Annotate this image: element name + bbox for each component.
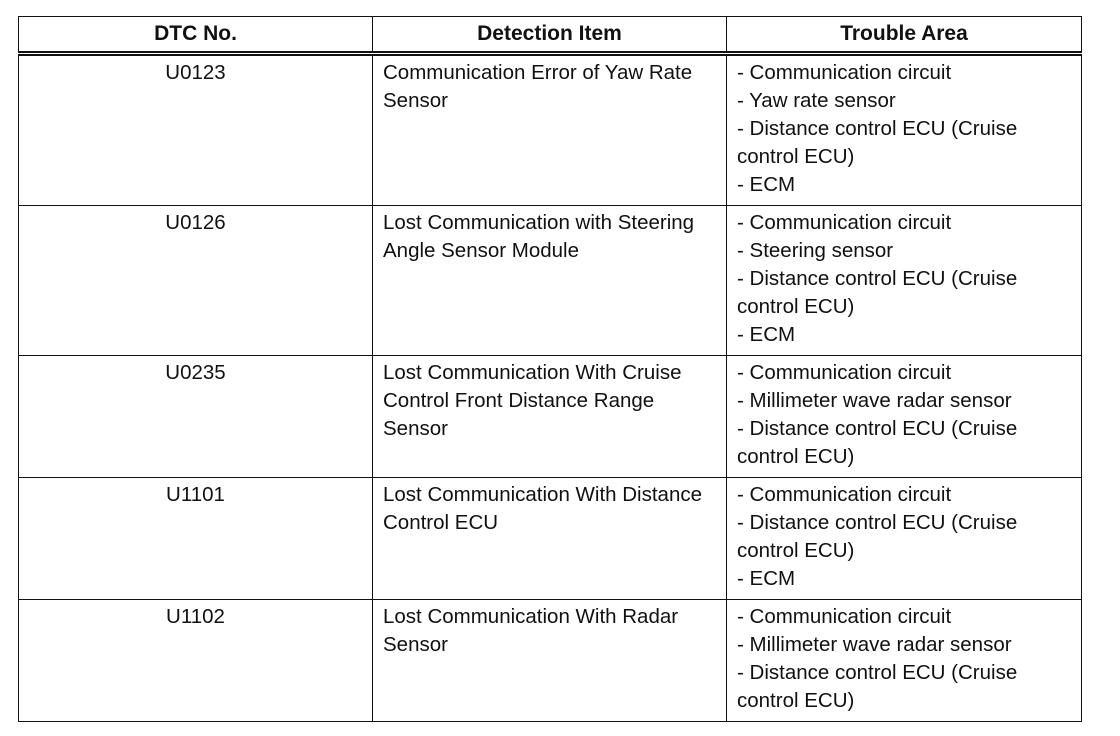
trouble-area	[727, 356, 1082, 478]
table-row	[19, 600, 1082, 722]
header-detection-item: Detection Item	[373, 17, 727, 54]
trouble-area-line: - Communication circuit	[737, 211, 952, 234]
dtc-code: U1102	[19, 600, 373, 722]
table-row	[19, 356, 1082, 478]
table-row	[19, 478, 1082, 600]
trouble-area-line: - Communication circuit	[737, 361, 952, 384]
trouble-area-line: - Distance control ECU (Cruise control ECU)	[737, 417, 1018, 468]
header-dtc-no: DTC No.	[19, 17, 373, 54]
detection-item: Lost Communication With Radar Sensor	[373, 600, 727, 722]
trouble-area-line: - Distance control ECU (Cruise control ECU)	[737, 661, 1018, 712]
trouble-area-line: - Millimeter wave radar sensor	[737, 389, 1012, 412]
detection-item: Lost Communication With Distance Control ECU	[373, 478, 727, 600]
trouble-area	[727, 206, 1082, 356]
dtc-table	[18, 16, 1082, 722]
trouble-area-line: - Steering sensor	[737, 239, 894, 262]
trouble-area-line: - Millimeter wave radar sensor	[737, 633, 1012, 656]
table-row	[19, 206, 1082, 356]
trouble-area-line: - ECM	[737, 173, 796, 196]
trouble-area-line: - Communication circuit	[737, 483, 952, 506]
dtc-code: U0126	[19, 206, 373, 356]
trouble-area	[727, 478, 1082, 600]
detection-item: Communication Error of Yaw Rate Sensor	[373, 54, 727, 206]
dtc-code: U0235	[19, 356, 373, 478]
trouble-area	[727, 54, 1082, 206]
detection-item: Lost Communication with Steering Angle Sensor Module	[373, 206, 727, 356]
trouble-area-line: - Communication circuit	[737, 605, 952, 628]
trouble-area-line: - Distance control ECU (Cruise control ECU)	[737, 117, 1018, 168]
header-row	[19, 17, 1082, 54]
trouble-area	[727, 600, 1082, 722]
trouble-area-line: - ECM	[737, 323, 796, 346]
header-trouble-area: Trouble Area	[727, 17, 1082, 54]
trouble-area-line: - ECM	[737, 567, 796, 590]
trouble-area-line: - Distance control ECU (Cruise control ECU)	[737, 267, 1018, 318]
dtc-code: U0123	[19, 54, 373, 206]
trouble-area-line: - Communication circuit	[737, 61, 952, 84]
trouble-area-line: - Yaw rate sensor	[737, 89, 896, 112]
detection-item: Lost Communication With Cruise Control Front Distance Range Sensor	[373, 356, 727, 478]
trouble-area-line: - Distance control ECU (Cruise control ECU)	[737, 511, 1018, 562]
dtc-code: U1101	[19, 478, 373, 600]
table-row	[19, 54, 1082, 206]
